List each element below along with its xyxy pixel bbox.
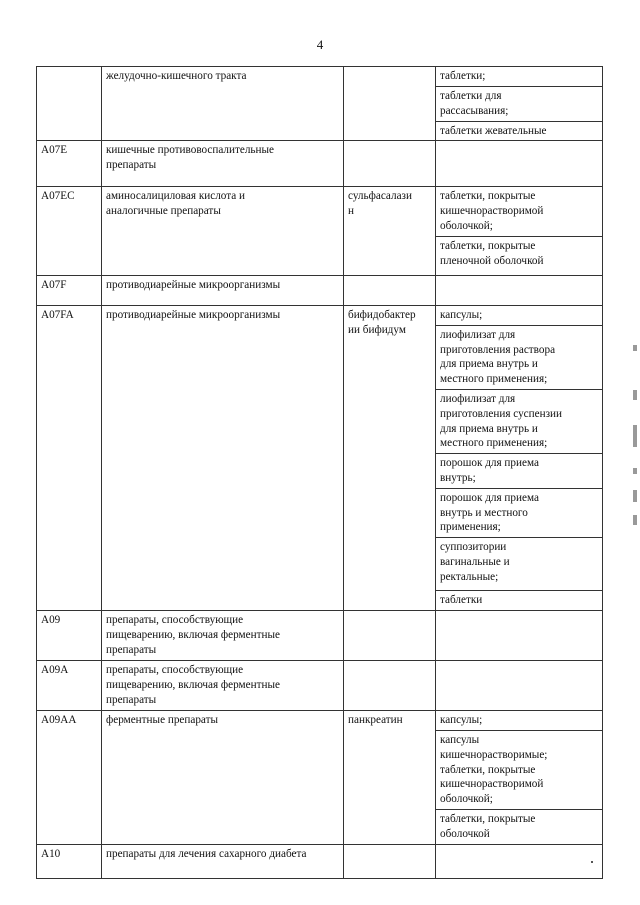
table-row [37,67,603,87]
page-number: 4 [316,37,324,52]
cell-line: пищеварению, включая ферментные [106,678,280,691]
cell-line: таблетки, покрытые [440,190,536,203]
cell-line: препараты для лечения сахарного диабета [106,847,307,860]
dosage-form-cell [436,325,603,389]
table-row [37,844,603,878]
dosage-form-cell [436,730,603,809]
table-row [37,305,603,325]
atc-code-cell: A07F [37,275,102,305]
scan-mark [633,390,637,400]
cell-line: противодиарейные микроорганизмы [106,308,281,321]
cell-line: н [348,205,354,218]
atc-code-cell: A09AA [37,710,102,844]
cell-line: для приема внутрь и [440,422,538,435]
table-row [37,660,603,710]
cell-line: оболочкой [440,827,490,840]
anatomical-group-cell [102,844,344,878]
cell-line: таблетки жевательные [440,124,547,137]
dosage-form-cell [436,87,603,122]
cell-line: аналогичные препараты [106,205,221,218]
cell-line: препараты, способствующие [106,663,244,676]
anatomical-group-cell [102,710,344,844]
cell-line: желудочно-кишечного тракта [106,70,247,82]
table-row [37,141,603,187]
dosage-form-cell [436,591,603,611]
cell-line: приготовления раствора [440,343,556,356]
dosage-form-cell [436,488,603,537]
dosage-form-cell [436,809,603,844]
cell-line: оболочкой; [440,793,493,806]
anatomical-group-cell [102,187,344,275]
scan-mark [633,468,637,474]
atc-code-cell [37,67,102,141]
drug-name-cell [344,844,436,878]
cell-line: противодиарейные микроорганизмы [106,278,281,291]
cell-line: пищеварению, включая ферментные [106,628,280,641]
table-row [37,710,603,730]
cell-line: ректальные; [440,570,499,583]
scan-mark [633,345,637,351]
cell-line: оболочкой; [440,219,493,232]
cell-line: капсулы; [440,308,483,321]
cell-line: капсулы [440,733,480,746]
drug-name-cell [344,710,436,844]
dosage-form-cell [436,121,603,141]
atc-code-cell: A10 [37,844,102,878]
cell-line: кишечнорастворимой [440,205,544,218]
cell-line: таблетки, покрытые [440,763,536,776]
cell-line: таблетки; [440,70,486,82]
atc-code-cell: A07EC [37,187,102,275]
atc-code-cell: A09A [37,660,102,710]
cell-line: местного применения; [440,437,548,450]
anatomical-group-cell [102,275,344,305]
cell-line: препараты [106,159,157,172]
cell-line: рассасывания; [440,104,509,117]
cell-line: лиофилизат для [440,328,516,341]
cell-line: таблетки, покрытые [440,239,536,252]
cell-line: препараты [106,643,157,656]
cell-line: кишечнорастворимые; [440,748,548,761]
cell-line: препараты [106,693,157,706]
cell-line: ии бифидум [348,323,406,336]
table-row [37,610,603,660]
dosage-form-cell [436,305,603,325]
anatomical-group-cell [102,305,344,610]
dosage-form-cell [436,454,603,489]
cell-line: приготовления суспензии [440,407,562,420]
cell-line: лиофилизат для [440,392,516,405]
cell-line: ферментные препараты [106,713,219,726]
cell-line: для приема внутрь и [440,358,538,371]
cell-line: кишечнорастворимой [440,778,544,791]
cell-line: вагинальные и [440,555,510,568]
cell-line: применения; [440,521,501,534]
drug-name-cell [344,610,436,660]
drug-name-cell [344,305,436,610]
dosage-form-cell [436,236,603,275]
dosage-form-cell [436,187,603,236]
table-row [37,187,603,236]
drug-name-cell [344,275,436,305]
cell-line: препараты, способствующие [106,613,244,626]
dosage-form-cell [436,389,603,453]
drug-name-cell [344,141,436,187]
cell-line: сульфасалази [348,190,412,203]
cell-line: внутрь; [440,471,476,484]
cell-line: внутрь и местного [440,506,528,519]
cell-line: пленочной оболочкой [440,254,544,267]
drug-name-cell [344,187,436,275]
dosage-form-cell [436,275,603,305]
anatomical-group-cell [102,67,344,141]
cell-line: суппозитории [440,541,507,554]
cell-line: местного применения; [440,373,548,386]
cell-line: таблетки для [440,90,502,102]
dosage-form-cell [436,660,603,710]
anatomical-group-cell [102,660,344,710]
cell-line: порошок для приема [440,457,539,470]
dosage-form-cell [436,610,603,660]
anatomical-group-cell [102,610,344,660]
dosage-form-cell [436,141,603,187]
anatomical-group-cell [102,141,344,187]
cell-line: таблетки, покрытые [440,812,536,825]
cell-line: таблетки [440,594,483,607]
atc-code-cell: A07FA [37,305,102,610]
dosage-form-cell [436,710,603,730]
dosage-form-cell [436,67,603,87]
cell-line: бифидобактер [348,308,416,321]
cell-line: кишечные противовоспалительные [106,144,274,157]
cell-line: порошок для приема [440,491,539,504]
drug-list-table [36,66,603,879]
scan-mark [633,425,637,447]
cell-line: капсулы; [440,713,483,726]
dosage-form-cell [436,538,603,591]
scan-dot [591,861,593,863]
cell-line: аминосалициловая кислота и [106,190,246,203]
drug-name-cell [344,660,436,710]
scan-mark [633,490,637,502]
cell-line: панкреатин [348,713,403,726]
drug-name-cell [344,67,436,141]
dosage-form-cell [436,844,603,878]
scan-mark [633,515,637,525]
table-row [37,275,603,305]
atc-code-cell: A09 [37,610,102,660]
atc-code-cell: A07E [37,141,102,187]
